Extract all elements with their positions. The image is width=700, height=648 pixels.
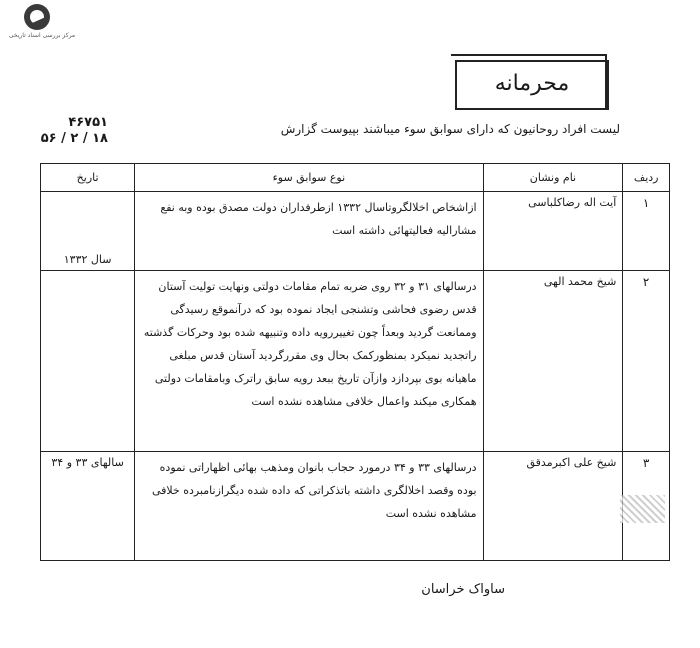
row-number: ۱ (623, 192, 670, 271)
person-name: آیت اله رضاکلباسی (483, 192, 623, 271)
records-table (40, 163, 670, 561)
confidential-stamp: محرمانه (455, 60, 609, 110)
header-record: نوع سوابق سوء (135, 164, 483, 192)
row-number: ۳ (623, 452, 670, 561)
header-date: تاریخ (41, 164, 135, 192)
corner-note-number: ۴۶۷۵۱ (68, 115, 108, 130)
corner-note-date: ۱۸ / ۲ / ۵۶ (40, 131, 108, 146)
archive-logo (2, 4, 82, 44)
table-header-row (41, 164, 670, 192)
record-date (41, 271, 135, 452)
header-row-number: ردیف (623, 164, 670, 192)
record-date: سالهای ۳۳ و ۳۴ (41, 452, 135, 561)
table-row (41, 271, 670, 452)
row-number: ۲ (623, 271, 670, 452)
table-row (41, 452, 670, 561)
record-text: درسالهای ۳۳ و ۳۴ درمورد حجاب بانوان ومذهب بهائی اظهاراتی نموده بوده وقصد اخلالگری داشته باتذکراتی که داده شده دیگرازنامبرده خلافی مشاهده نشده است (135, 452, 483, 561)
header-name: نام ونشان (483, 164, 623, 192)
corner-note (38, 115, 108, 147)
person-name: شیخ علی اکبرمدقق (483, 452, 623, 561)
logo-text: مرکز بررسی اسناد تاریخی (8, 32, 76, 39)
record-text: درسالهای ۳۱ و ۳۲ روی ضربه تمام مقامات دولتی ونهایت تولیت آستان قدس رضوی فحاشی وتشنجی ایجاد نموده بود که درآنموقع رسیدگی وممانعت گردید وبعداً چون تغییررویه داده وتنبیهه شده بود وحرکات گذشته راتجدید نمیکرد بمنظورکمک بحال وی مقررگردید آستان قدس مبلغی ماهیانه بوی بپردازد وازآن تاریخ ببعد رویه سابق راترک وبامقامات دولتی همکاری میکند واعمال خلافی مشاهده نشده است (135, 271, 483, 452)
document-title: لیست افراد روحانیون که دارای سوابق سوء میباشند بپیوست گزارش (280, 122, 620, 136)
signature: ساواک خراسان (421, 582, 505, 597)
record-text: ازاشخاص اخلالگروتاسال ۱۳۳۲ ازطرفداران دولت مصدق بوده وبه نفع مشارالیه فعالیتهائی داشته است (135, 192, 483, 271)
archive-logo-icon (24, 4, 50, 30)
record-date: سال ۱۳۳۲ (41, 192, 135, 271)
table-row (41, 192, 670, 271)
person-name: شیخ محمد الهی (483, 271, 623, 452)
ink-smudge (620, 495, 665, 523)
